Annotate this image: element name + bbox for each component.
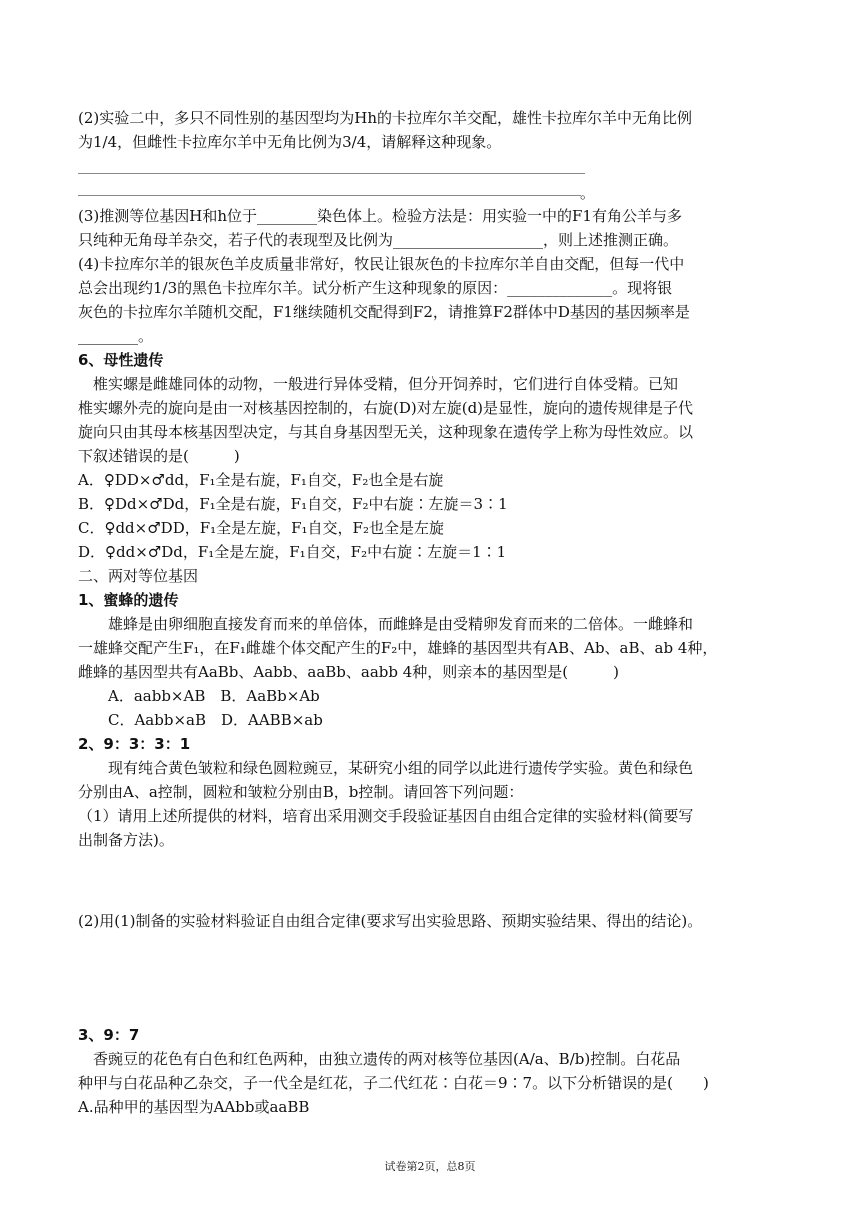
- question-3-line-2: 只纯种无角母羊杂交，若子代的表现型及比例为____________________，则上述推测正确。: [78, 231, 679, 249]
- question-2-line-1: (2)实验二中，多只不同性别的基因型均为Hh的卡拉库尔羊交配，雄性卡拉库尔羊中无角比例: [78, 109, 692, 127]
- paragraph-line: 分别由A、a控制，圆粒和皱粒分别由B，b控制。请回答下列问题：: [78, 783, 524, 801]
- option-a: A．♀DD×♂dd，F₁全是右旋，F₁自交，F₂也全是右旋: [78, 471, 444, 489]
- paragraph-line: (2)用(1)制备的实验材料验证自由组合定律(要求写出实验思路、预期实验结果、得出的结论)。: [78, 912, 703, 930]
- page-footer: 试卷第2页，总8页: [384, 1160, 476, 1173]
- question-4-line-2: 总会出现约1/3的黑色卡拉库尔羊。试分析产生这种现象的原因：______________。现将银: [78, 279, 673, 297]
- paragraph-line: 现有纯合黄色皱粒和绿色圆粒豌豆，某研究小组的同学以此进行遗传学实验。黄色和绿色: [78, 759, 694, 777]
- answer-blank-line: [78, 173, 585, 174]
- section-heading-9331: 2、9：3：3：1: [78, 735, 191, 753]
- option-a: A.品种甲的基因型为AAbb或aaBB: [78, 1098, 310, 1116]
- paragraph-line: 雄蜂是由卵细胞直接发育而来的单倍体，而雌蜂是由受精卵发育而来的二倍体。一雌蜂和: [78, 615, 694, 633]
- options-line-cd: C．Aabb×aB D．AABB×ab: [78, 711, 323, 729]
- question-4-line-1: (4)卡拉库尔羊的银灰色羊皮质量非常好，牧民让银灰色的卡拉库尔羊自由交配，但每一代中: [78, 255, 685, 273]
- paragraph-line: 雌蜂的基因型共有AaBb、Aabb、aaBb、aabb 4种，则亲本的基因型是( ): [78, 663, 619, 681]
- paragraph-line: （1）请用上述所提供的材料，培育出采用测交手段验证基因自由组合定律的实验材料(简要写: [78, 807, 694, 825]
- paragraph-line: 椎实螺外壳的旋向是由一对核基因控制的，右旋(D)对左旋(d)是显性，旋向的遗传规律是子代: [78, 399, 694, 417]
- section-heading-maternal: 6、母性遗传: [78, 351, 164, 369]
- options-line-ab: A．aabb×AB B．AaBb×Ab: [78, 687, 320, 705]
- question-2-line-2: 为1/4，但雌性卡拉库尔羊中无角比例为3/4，请解释这种现象。: [78, 133, 502, 151]
- option-c: C．♀dd×♂DD，F₁全是左旋，F₁自交，F₂也全是左旋: [78, 519, 444, 537]
- question-4-line-4: ________。: [78, 327, 154, 345]
- paragraph-line: 下叙述错误的是( ): [78, 447, 240, 465]
- paragraph-line: 香豌豆的花色有白色和红色两种，由独立遗传的两对核等位基因(A/a、B/b)控制。白花品: [78, 1050, 681, 1068]
- option-d: D．♀dd×♂Dd，F₁全是左旋，F₁自交，F₂中右旋∶左旋＝1∶1: [78, 543, 507, 561]
- paragraph-line: 种甲与白花品种乙杂交，子一代全是红花，子二代红花∶白花＝9∶7。以下分析错误的是( ): [78, 1074, 709, 1092]
- paragraph-line: 椎实螺是雌雄同体的动物，一般进行异体受精，但分开饲养时，它们进行自体受精。已知: [78, 375, 679, 393]
- paragraph-line: 旋向只由其母本核基因型决定，与其自身基因型无关，这种现象在遗传学上称为母性效应。以: [78, 423, 694, 441]
- part-heading-two-pairs: 二、两对等位基因: [78, 567, 199, 585]
- option-b: B．♀Dd×♂Dd，F₁全是右旋，F₁自交，F₂中右旋∶左旋＝3∶1: [78, 495, 508, 513]
- answer-blank-line: [78, 195, 581, 196]
- answer-line-end: 。: [580, 184, 596, 202]
- question-3-line-1: (3)推测等位基因H和h位于________染色体上。检验方法是：用实验一中的F1有角公羊与多: [78, 207, 682, 225]
- question-4-line-3: 灰色的卡拉库尔羊随机交配，F1继续随机交配得到F2，请推算F2群体中D基因的基因频率是: [78, 303, 690, 321]
- paragraph-line: 一雄蜂交配产生F₁，在F₁雌雄个体交配产生的F₂中，雄蜂的基因型共有AB、Ab、aB、ab 4种，: [78, 639, 718, 657]
- paragraph-line: 出制备方法)。: [78, 831, 174, 849]
- section-heading-97: 3、9：7: [78, 1026, 140, 1044]
- section-heading-bee: 1、蜜蜂的遗传: [78, 591, 179, 609]
